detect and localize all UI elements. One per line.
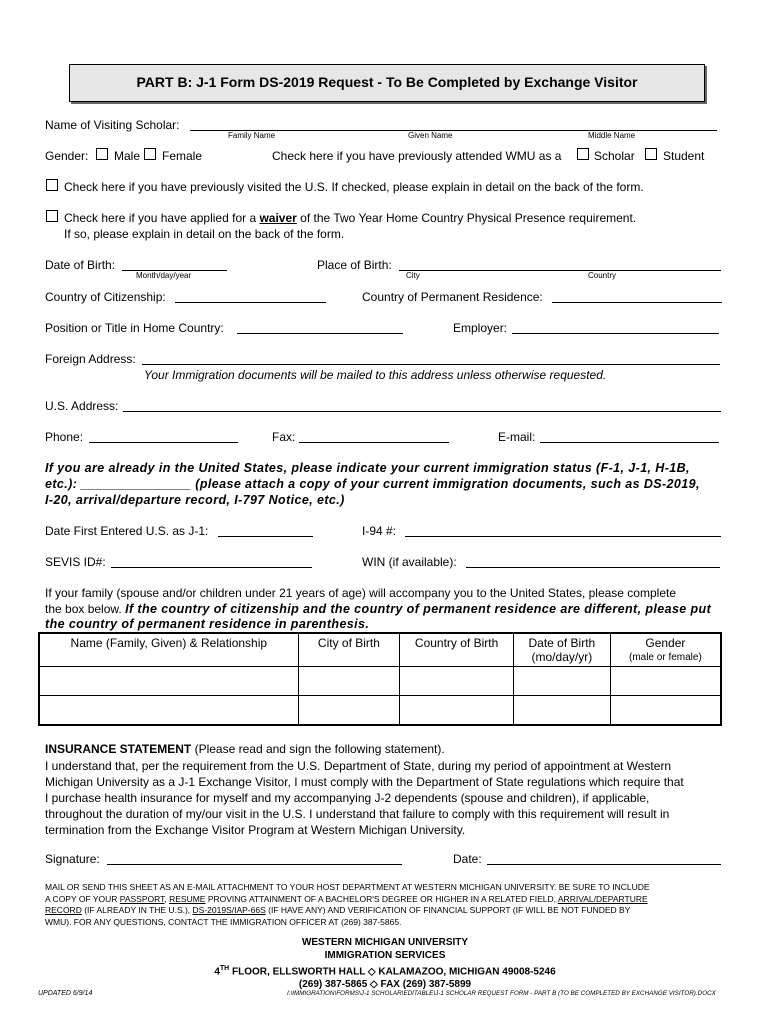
org-address-sup: TH	[219, 965, 230, 972]
attended-wmu-label: Check here if you have previously attended WMU as a	[272, 149, 562, 163]
family-line-3: the country of permanent residence in parenthesis.	[45, 617, 370, 631]
cell-country[interactable]	[400, 696, 514, 725]
passport-link: PASSPORT	[119, 893, 165, 904]
position-field[interactable]	[237, 333, 403, 334]
mail-line-2	[45, 894, 735, 906]
citizenship-field[interactable]	[175, 302, 326, 303]
insurance-line: termination from the Exchange Visitor Program at Western Michigan University.	[45, 823, 466, 837]
fax-label: Fax:	[272, 430, 296, 444]
cell-name[interactable]	[39, 696, 298, 725]
student-label: Student	[663, 149, 705, 163]
insurance-line: I understand that, per the requirement from the U.S. Department of State, during my period of appointment at Western	[45, 759, 672, 773]
cell-city[interactable]	[298, 696, 400, 725]
residence-field[interactable]	[552, 302, 722, 303]
waiver-explain: If so, please explain in detail on the back of the form.	[64, 227, 345, 241]
phone-field[interactable]	[89, 442, 238, 443]
updated-date: UPDATED 6/9/14	[38, 990, 93, 997]
female-checkbox[interactable]	[144, 148, 156, 160]
visited-us-label: Check here if you have previously visited the U.S. If checked, please explain in detail on the back of the form.	[64, 180, 644, 194]
us-address-label: U.S. Address:	[45, 399, 119, 413]
title-box	[69, 64, 705, 102]
header-country-of-birth: Country of Birth	[400, 633, 514, 667]
waiver-checkbox[interactable]	[46, 210, 58, 222]
waiver-word: waiver	[259, 211, 297, 225]
date-entered-field[interactable]	[218, 536, 313, 537]
family-table-header-row	[39, 633, 721, 667]
dob-caption: Month/day/year	[136, 271, 192, 280]
family-table	[38, 632, 722, 726]
mail-text: A COPY OF YOUR	[45, 893, 120, 904]
family-line-2-plain: the box below.	[45, 602, 122, 616]
visited-us-checkbox[interactable]	[46, 179, 58, 191]
residence-label: Country of Permanent Residence:	[362, 290, 543, 304]
header-city-of-birth: City of Birth	[298, 633, 400, 667]
win-label: WIN (if available):	[362, 555, 457, 569]
resume-link: RESUME	[169, 893, 206, 904]
arrival-departure-link: ARRIVAL/DEPARTURE	[557, 893, 648, 904]
header-name-relationship: Name (Family, Given) & Relationship	[39, 633, 298, 667]
cell-gender[interactable]	[610, 696, 721, 725]
given-name-caption: Given Name	[408, 131, 453, 140]
signature-label: Signature:	[45, 852, 100, 866]
middle-name-caption: Middle Name	[588, 131, 636, 140]
phone-label: Phone:	[45, 430, 84, 444]
org-address-rest: FLOOR, ELLSWORTH HALL ◇ KALAMAZOO, MICHIGAN 49008-5246	[229, 966, 556, 978]
file-path: I:\IMMIGRATION\FORMS\J-1 SCHOLAR\EDITABLE\J-1 SCHOLAR REQUEST FORM - PART B (TO BE COMPLETED BY EXCHANGE VISITOR).DOCX	[287, 990, 716, 997]
insurance-note: (Please read and sign the following statement).	[194, 742, 445, 756]
org-dept: IMMIGRATION SERVICES	[324, 950, 446, 961]
immigration-line-2: etc.): _______________ (please attach a copy of your current immigration documents, such as DS-2019,	[45, 477, 700, 491]
foreign-address-field[interactable]	[142, 364, 720, 365]
scholar-label: Scholar	[594, 149, 635, 163]
family-line-1: If your family (spouse and/or children under 21 years of age) will accompany you to the United States, please complete	[45, 586, 677, 600]
i94-label: I-94 #:	[362, 524, 397, 538]
immigration-line-3: I-20, arrival/departure record, I-797 Notice, etc.)	[45, 493, 345, 507]
date-entered-label: Date First Entered U.S. as J-1:	[45, 524, 209, 538]
date-field[interactable]	[487, 864, 721, 865]
fax-field[interactable]	[299, 442, 449, 443]
ds2019-link: DS-2019S/IAP-66S	[192, 905, 266, 915]
gender-label: Gender:	[45, 149, 89, 163]
insurance-line: Michigan University as a J-1 Exchange Visitor, I must comply with the Department of State regulations which require that	[45, 775, 684, 789]
cell-city[interactable]	[298, 667, 400, 696]
date-label: Date:	[453, 852, 482, 866]
table-row	[39, 696, 721, 725]
employer-label: Employer:	[453, 321, 508, 335]
pob-country-caption: Country	[588, 271, 617, 280]
pob-label: Place of Birth:	[317, 258, 392, 272]
insurance-heading	[45, 742, 445, 756]
sevis-field[interactable]	[111, 567, 312, 568]
cell-dob[interactable]	[513, 667, 610, 696]
foreign-address-note: Your Immigration documents will be mailed to this address unless otherwise requested.	[144, 368, 607, 382]
header-gender-label: Gender	[645, 636, 686, 650]
cell-dob[interactable]	[513, 696, 610, 725]
mail-instructions	[45, 882, 735, 928]
cell-gender[interactable]	[610, 667, 721, 696]
pob-field[interactable]	[399, 270, 721, 271]
header-gender-hint: (male or female)	[628, 652, 702, 663]
mail-text: (IF HAVE ANY) AND VERIFICATION OF FINANCIAL SUPPORT (IF WILL BE NOT FUNDED BY	[265, 905, 631, 915]
mail-line-4: WMU). FOR ANY QUESTIONS, CONTACT THE IMMIGRATION OFFICER AT (269) 387-5865.	[45, 916, 402, 927]
i94-field[interactable]	[405, 536, 721, 537]
scholar-checkbox[interactable]	[577, 148, 589, 160]
citizenship-label: Country of Citizenship:	[45, 290, 166, 304]
family-line-2-bold: If the country of citizenship and the country of permanent residence are different, please put	[125, 602, 712, 616]
insurance-line: throughout the duration of my/our visit in the U.S. I understand that failure to comply with this requirement will result in	[45, 807, 670, 821]
cell-country[interactable]	[400, 667, 514, 696]
employer-field[interactable]	[512, 333, 719, 334]
org-name: WESTERN MICHIGAN UNIVERSITY	[301, 937, 469, 948]
waiver-label	[64, 211, 636, 225]
student-checkbox[interactable]	[645, 148, 657, 160]
header-date-of-birth-label: Date of Birth	[528, 636, 596, 650]
mail-text: PROVING ATTAINMENT OF A BACHELOR'S DEGREE OR HIGHER IN A RELATED FIELD,	[205, 893, 558, 904]
waiver-post: of the Two Year Home Country Physical Presence requirement.	[300, 211, 637, 225]
sevis-label: SEVIS ID#:	[45, 555, 106, 569]
dob-label: Date of Birth:	[45, 258, 116, 272]
position-label: Position or Title in Home Country:	[45, 321, 224, 335]
pob-city-caption: City	[406, 271, 420, 280]
family-name-caption: Family Name	[228, 131, 276, 140]
win-field[interactable]	[466, 567, 720, 568]
email-label: E-mail:	[498, 430, 536, 444]
signature-field[interactable]	[107, 864, 402, 865]
insurance-statement	[45, 758, 725, 838]
cell-name[interactable]	[39, 667, 298, 696]
mail-line-1: MAIL OR SEND THIS SHEET AS AN E-MAIL ATTACHMENT TO YOUR HOST DEPARTMENT AT WESTERN MICHIGAN UNIVERSITY. BE SURE TO INCLUDE	[45, 882, 650, 892]
header-gender	[610, 633, 721, 667]
us-address-field[interactable]	[123, 411, 721, 412]
mail-line-3	[45, 905, 735, 917]
header-date-of-birth	[513, 633, 610, 667]
name-label: Name of Visiting Scholar:	[45, 118, 180, 132]
record-link: RECORD	[45, 905, 82, 915]
male-label: Male	[114, 149, 141, 163]
immigration-line-1: If you are already in the United States, please indicate your current immigration status (F-1, J-1, H-1B,	[45, 461, 690, 475]
email-field[interactable]	[540, 442, 719, 443]
org-address	[0, 962, 770, 978]
org-block	[0, 936, 770, 991]
foreign-address-label: Foreign Address:	[45, 352, 136, 366]
table-row	[39, 667, 721, 696]
family-line-2	[45, 602, 711, 616]
waiver-pre: Check here if you have applied for a	[64, 211, 257, 225]
mail-text: (IF ALREADY IN THE U.S.),	[81, 905, 193, 915]
insurance-line: I purchase health insurance for myself and my accompanying J-2 dependents (spouse and children), if applicable,	[45, 791, 650, 805]
page-title: PART B: J-1 Form DS-2019 Request - To Be Completed by Exchange Visitor	[136, 74, 638, 90]
org-address-floor: 4	[214, 966, 220, 978]
header-date-of-birth-format: (mo/day/yr)	[531, 650, 593, 664]
insurance-title: INSURANCE STATEMENT	[45, 742, 192, 756]
female-label: Female	[162, 149, 203, 163]
male-checkbox[interactable]	[96, 148, 108, 160]
mail-text: ,	[164, 893, 170, 904]
org-phone: (269) 387-5865 ◇ FAX (269) 387-5899	[298, 979, 472, 991]
